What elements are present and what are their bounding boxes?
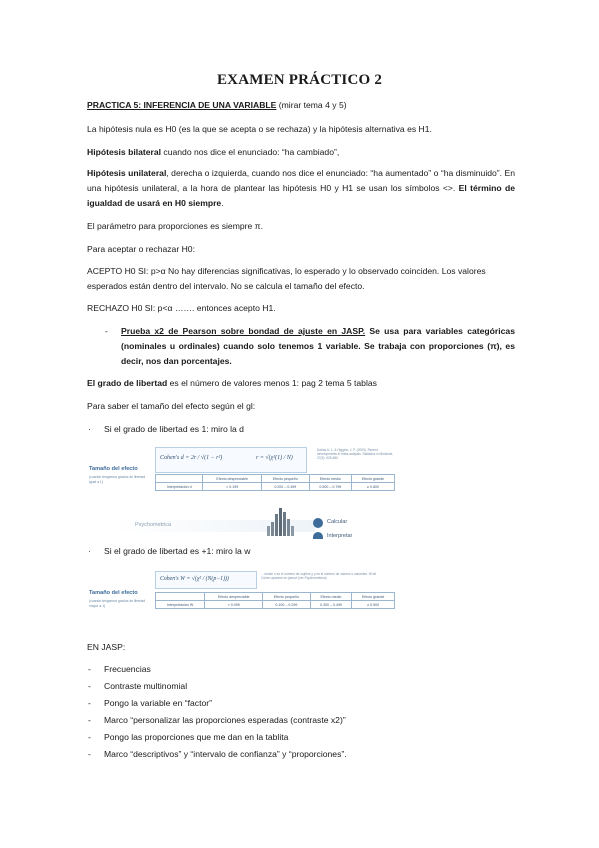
sub-bullet-dot: -: [105, 326, 108, 336]
unilateral-end: .: [221, 198, 224, 208]
effect-table-d: [155, 474, 395, 491]
unilateral-text: , derecha o izquierda, cuando nos dice el enunciado: “ha aumentado” o “ha disminuido”. En una hipótesis unilateral, a la hora de plantear las hipótesis H0 y H1 se usan los símbolos <>.: [87, 168, 515, 193]
paragraph-degrees: [87, 376, 515, 391]
bullet-dot: -: [88, 698, 91, 708]
formula-r: r = √(χ²(1) / N): [256, 455, 293, 461]
figure-note: (cuando tengamos grados de libertad mayor a 1): [89, 599, 146, 608]
paragraph-bilateral: [87, 145, 515, 160]
table-cell: Interpretación W: [156, 601, 205, 609]
effect-size-figure-d: [85, 444, 515, 539]
table-cell: 0.500 – 0.799: [309, 483, 351, 491]
bullet-dot: -: [88, 715, 91, 725]
figure-label: Tamaño del efecto: [89, 466, 138, 472]
list-item-text: Contraste multinomial: [104, 681, 188, 691]
bullet-dot: -: [88, 732, 91, 742]
paragraph-hypothesis: La hipótesis nula es H0 (es la que se acepta o se rechaza) y la hipótesis alternativa es H1.: [87, 124, 432, 134]
table-cell: < 0.099: [205, 601, 263, 609]
bilateral-term: Hipótesis bilateral: [87, 147, 162, 157]
bullet-dot: ·: [88, 546, 91, 556]
table-cell: Efecto pequeño: [261, 475, 309, 483]
table-cell: Efecto grande: [351, 475, 394, 483]
pearson-title: Prueba x2 de Pearson sobre bondad de ajuste en JASP.: [121, 326, 366, 336]
paragraph-accept: ACEPTO H0 SI: p>α No hay diferencias significativas, lo esperado y lo observado coinciden. Los valores esperados están dentro del intervalo. No se calcula el tamaño del efecto.: [87, 266, 486, 291]
bullet-dot: ·: [88, 424, 91, 434]
effect-size-figure-w: [85, 566, 515, 626]
formula-box: [155, 571, 257, 589]
table-row: [156, 601, 395, 609]
practica-heading-line: [87, 98, 515, 113]
table-cell: Efecto medio: [309, 475, 351, 483]
table-cell: ≥ 0.500: [352, 601, 395, 609]
table-cell: 0.200 – 0.499: [261, 483, 309, 491]
table-cell: 0.100 – 0.299: [263, 601, 310, 609]
jasp-title: EN JASP:: [87, 642, 126, 652]
paragraph-unilateral: [87, 166, 515, 211]
figure-note: (cuando tengamos grados de libertad igual a 1): [89, 475, 146, 484]
bullet-dot: -: [88, 664, 91, 674]
formula-d: Cohen's d = 2r / √(1 − r²): [160, 455, 223, 461]
interpret-button[interactable]: Interpretar: [327, 533, 353, 539]
pearson-text: Se usa para variables categóricas (nominales u ordinales) cuando solo tenemos 1 variable. Se trabaja con proporciones (π), es decir, nos dan porcentajes.: [121, 326, 515, 366]
list-item-text: Marco “descriptivos” y “intervalo de confianza” y “proporciones”.: [104, 749, 347, 759]
bilateral-text: cuando nos dice el enunciado: “ha cambiado”,: [161, 147, 340, 157]
paragraph-pearson: [121, 324, 515, 369]
table-row: [156, 483, 395, 491]
histogram-icon: [265, 504, 305, 536]
bullet-dot: -: [88, 681, 91, 691]
bullet-text: Si el grado de libertad es +1: miro la w: [104, 546, 251, 556]
unilateral-term: Hipótesis unilateral: [87, 168, 167, 178]
list-item-text: Frecuencias: [104, 664, 151, 674]
table-cell: Efecto medio: [310, 593, 352, 601]
interpret-icon[interactable]: [313, 532, 323, 539]
list-item-text: Pongo la variable en “factor”: [104, 698, 212, 708]
practica-note: (mirar tema 4 y 5): [276, 100, 347, 110]
table-cell: ≥ 0.800: [351, 483, 394, 491]
paragraph-parameter: El parámetro para proporciones es siempre π.: [87, 221, 263, 231]
figure-reference: …donde n es el número de sujetos y p es el número de valores o variantes. W de Cohen aparece en jamovi (ver Psychometrica): [261, 572, 377, 580]
page-title: EXAMEN PRÁCTICO 2: [216, 72, 383, 88]
equality-rule: El término de igualdad de usará en H0 siempre: [87, 183, 516, 208]
formula-box: [155, 447, 307, 473]
table-cell: Efecto pequeño: [263, 593, 310, 601]
practica-heading: PRACTICA 5: INFERENCIA DE UNA VARIABLE: [87, 100, 277, 110]
table-cell: Interpretación d: [156, 483, 203, 491]
formula-w: Cohen's W = √(χ² / (N(p−1))): [160, 576, 229, 582]
table-cell: Efecto despreciable: [205, 593, 263, 601]
table-cell: < 0.199: [203, 483, 262, 491]
table-header-row: [156, 475, 395, 483]
app-name: Psychometrica: [135, 522, 172, 528]
paragraph-reject: RECHAZO H0 SI: p<α ……. entonces acepto H1.: [87, 303, 276, 313]
table-cell: [156, 593, 205, 601]
effect-table-w: [155, 592, 395, 609]
bullet-dot: -: [88, 749, 91, 759]
degrees-text: es el número de valores menos 1: pag 2 tema 5 tablas: [167, 378, 377, 388]
table-cell: Efecto despreciable: [203, 475, 262, 483]
calculate-button[interactable]: Calcular: [327, 519, 348, 525]
bullet-text: Si el grado de libertad es 1: miro la d: [104, 424, 244, 434]
degrees-term: El grado de libertad: [87, 378, 168, 388]
figure-reference: Dañas A. L. & Higgins, J. P. (2009). Recent developments in meta-analysis. Statistics in Medicine, 27(5), 625-650: [317, 448, 394, 460]
table-cell: [156, 475, 203, 483]
table-cell: Efecto grande: [352, 593, 395, 601]
list-item-text: Marco “personalizar las proporciones esperadas (contraste x2)”: [104, 715, 346, 725]
table-header-row: [156, 593, 395, 601]
table-cell: 0.300 – 0.499: [310, 601, 352, 609]
paragraph-effect-size: Para saber el tamaño del efecto según el gl:: [87, 401, 256, 411]
calculate-icon[interactable]: [313, 518, 323, 528]
paragraph-accept-reject: Para aceptar o rechazar H0:: [87, 244, 195, 254]
figure-label: Tamaño del efecto: [89, 590, 138, 596]
list-item-text: Pongo las proporciones que me dan en la tablita: [104, 732, 289, 742]
